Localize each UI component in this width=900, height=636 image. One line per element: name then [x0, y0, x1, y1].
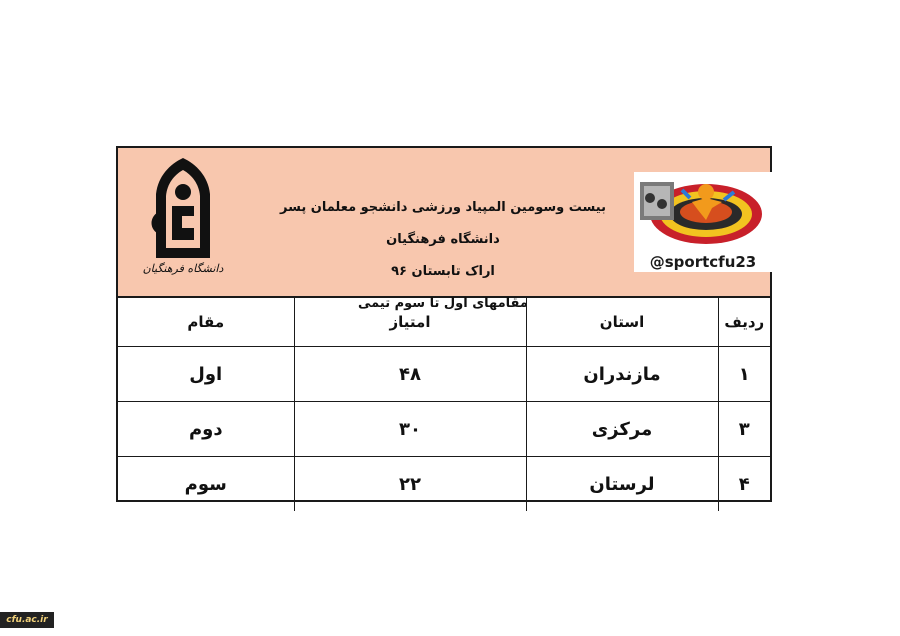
province-cell: لرستان: [526, 457, 718, 512]
column-header-rank-no: ردیف: [718, 298, 770, 347]
table-caption: مقامهای اول تا سوم تیمی: [358, 296, 528, 311]
event-logo: [634, 172, 772, 272]
place-cell: دوم: [118, 402, 294, 457]
olympiad-emblem-icon: [634, 172, 772, 252]
table-row: [118, 402, 770, 457]
results-table: [118, 298, 770, 511]
event-handle: @sportcfu23: [634, 252, 772, 272]
score-cell: ۴۸: [294, 347, 526, 402]
row-number: ۴: [718, 457, 770, 512]
row-number: ۱: [718, 347, 770, 402]
site-watermark: cfu.ac.ir: [0, 612, 54, 628]
score-cell: ۲۲: [294, 457, 526, 512]
university-logo-text: دانشگاه فرهنگیان: [142, 262, 224, 275]
place-cell: اول: [118, 347, 294, 402]
university-logo: [140, 154, 226, 290]
header-banner: [118, 148, 770, 311]
row-number: ۳: [718, 402, 770, 457]
table-row: [118, 347, 770, 402]
table-header-row: [118, 298, 770, 347]
column-header-province: استان: [526, 298, 718, 347]
score-cell: ۳۰: [294, 402, 526, 457]
place-cell: سوم: [118, 457, 294, 512]
event-subtitle: اراک تابستان ۹۶: [391, 264, 495, 279]
table-row: [118, 457, 770, 512]
province-cell: مازندران: [526, 347, 718, 402]
column-header-place: مقام: [118, 298, 294, 347]
event-title: بیست وسومین المپیاد ورزشی دانشجو معلمان پسر دانشگاه فرهنگیان: [280, 200, 606, 247]
province-cell: مرکزی: [526, 402, 718, 457]
results-sheet: [116, 146, 772, 502]
column-header-score: امتیاز: [294, 298, 526, 347]
